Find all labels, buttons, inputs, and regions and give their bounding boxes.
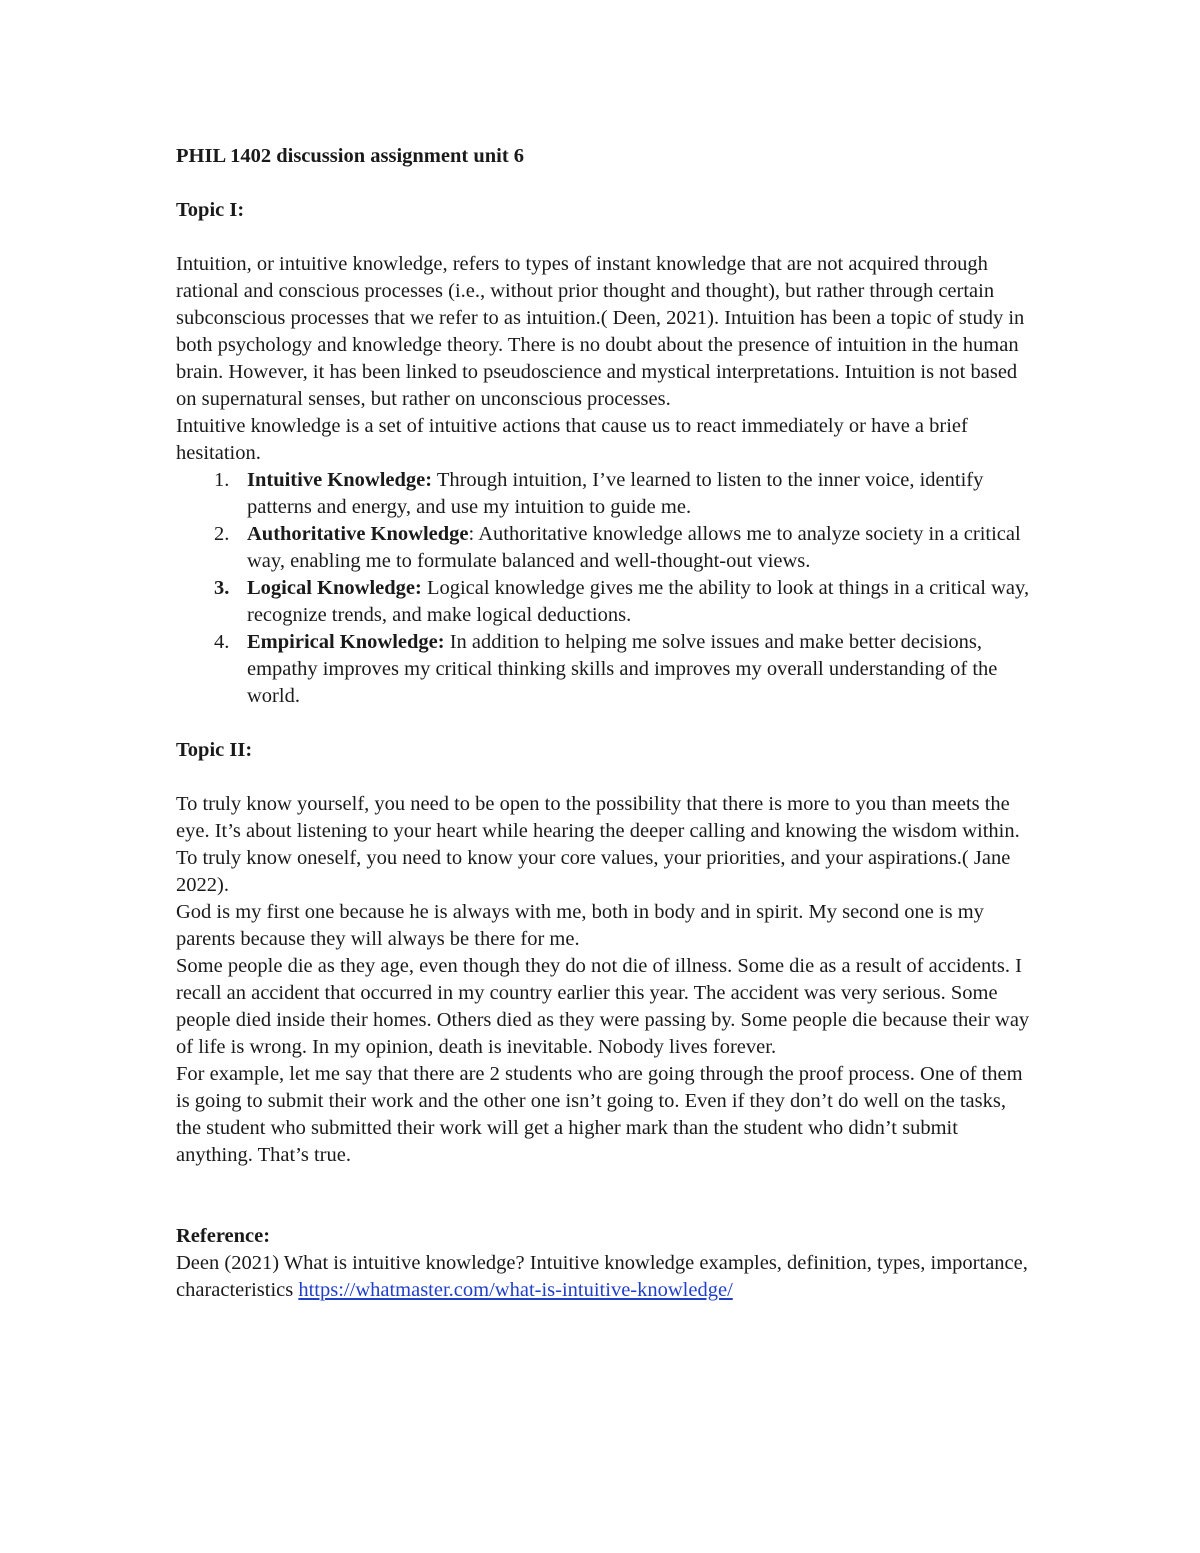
topic-1-paragraph-2: Intuitive knowledge is a set of intuitive actions that cause us to react immediately or have a brief hesitation.: [176, 415, 968, 464]
list-item-term: Authoritative Knowledge: [247, 523, 469, 545]
topic-1-heading: Topic I:: [176, 199, 245, 221]
list-item-text: : Authoritative knowledge allows me to analyze society in a critical way, enabling me to formulate balanced and well-thought-out views.: [247, 523, 1021, 572]
topic-2-paragraph-3: Some people die as they age, even though they do not die of illness. Some die as a result of accidents. I recall an accident that occurred in my country earlier this year. The accident was very serious. Some people died inside their homes. Others died as they were passing by. Some people die because their way of life is wrong. In my opinion, death is inevitable. Nobody lives forever.: [176, 955, 1030, 1058]
list-item-text: In addition to helping me solve issues and make better decisions, empathy improves my critical thinking skills and improves my overall understanding of the world.: [247, 631, 998, 707]
spacer: [176, 710, 1036, 737]
topic-2-paragraph-1: To truly know yourself, you need to be open to the possibility that there is more to you than meets the eye. It’s about listening to your heart while hearing the deeper calling and knowing the wisdom within. To truly know oneself, you need to know your core values, your priorities, and your aspirations.( Jane 2022).: [176, 793, 1020, 896]
knowledge-list: [176, 467, 1036, 710]
topic-2-paragraph-2: God is my first one because he is always with me, both in body and in spirit. My second one is my parents because they will always be there for me.: [176, 901, 984, 950]
reference-entry: [176, 1250, 1036, 1304]
list-item-number: 4.: [214, 631, 230, 653]
list-item: [176, 521, 1036, 575]
list-item-number: 3.: [214, 577, 230, 599]
list-item: [176, 629, 1036, 710]
spacer: [176, 1169, 1036, 1196]
topic-2-paragraph-4: For example, let me say that there are 2 students who are going through the proof process. One of them is going to submit their work and the other one isn’t going to. Even if they don’t do well on the tasks, the student who submitted their work will get a higher mark than the student who didn’t submit anything. That’s true.: [176, 1063, 1023, 1166]
list-item-term: Logical Knowledge:: [247, 577, 422, 599]
spacer: [176, 1196, 1036, 1223]
reference-link[interactable]: https://whatmaster.com/what-is-intuitive-knowledge/: [298, 1279, 733, 1301]
list-item-number: 1.: [214, 469, 230, 491]
document-title: PHIL 1402 discussion assignment unit 6: [176, 145, 525, 167]
topic-1-paragraph-1: Intuition, or intuitive knowledge, refers to types of instant knowledge that are not acquired through rational and conscious processes (i.e., without prior thought and thought), but rather through certain subconscious processes that we refer to as intuition.( Deen, 2021). Intuition has been a topic of study in both psychology and knowledge theory. There is no doubt about the presence of intuition in the human brain. However, it has been linked to pseudoscience and mystical interpretations. Intuition is not based on supernatural senses, but rather on unconscious processes.: [176, 253, 1025, 410]
reference-text: Deen (2021) What is intuitive knowledge? Intuitive knowledge examples, definition, types, importance, characteristics: [176, 1252, 1028, 1301]
list-item-text: Through intuition, I’ve learned to listen to the inner voice, identify patterns and energy, and use my intuition to guide me.: [247, 469, 984, 518]
list-item-number: 2.: [214, 523, 230, 545]
reference-heading: Reference:: [176, 1225, 271, 1247]
document-page: [176, 143, 1036, 1304]
list-item-term: Intuitive Knowledge:: [247, 469, 433, 491]
list-item: [176, 467, 1036, 521]
list-item-text: Logical knowledge gives me the ability to look at things in a critical way, recognize trends, and make logical deductions.: [247, 577, 1030, 626]
list-item: [176, 575, 1036, 629]
topic-2-heading: Topic II:: [176, 739, 253, 761]
list-item-term: Empirical Knowledge:: [247, 631, 445, 653]
